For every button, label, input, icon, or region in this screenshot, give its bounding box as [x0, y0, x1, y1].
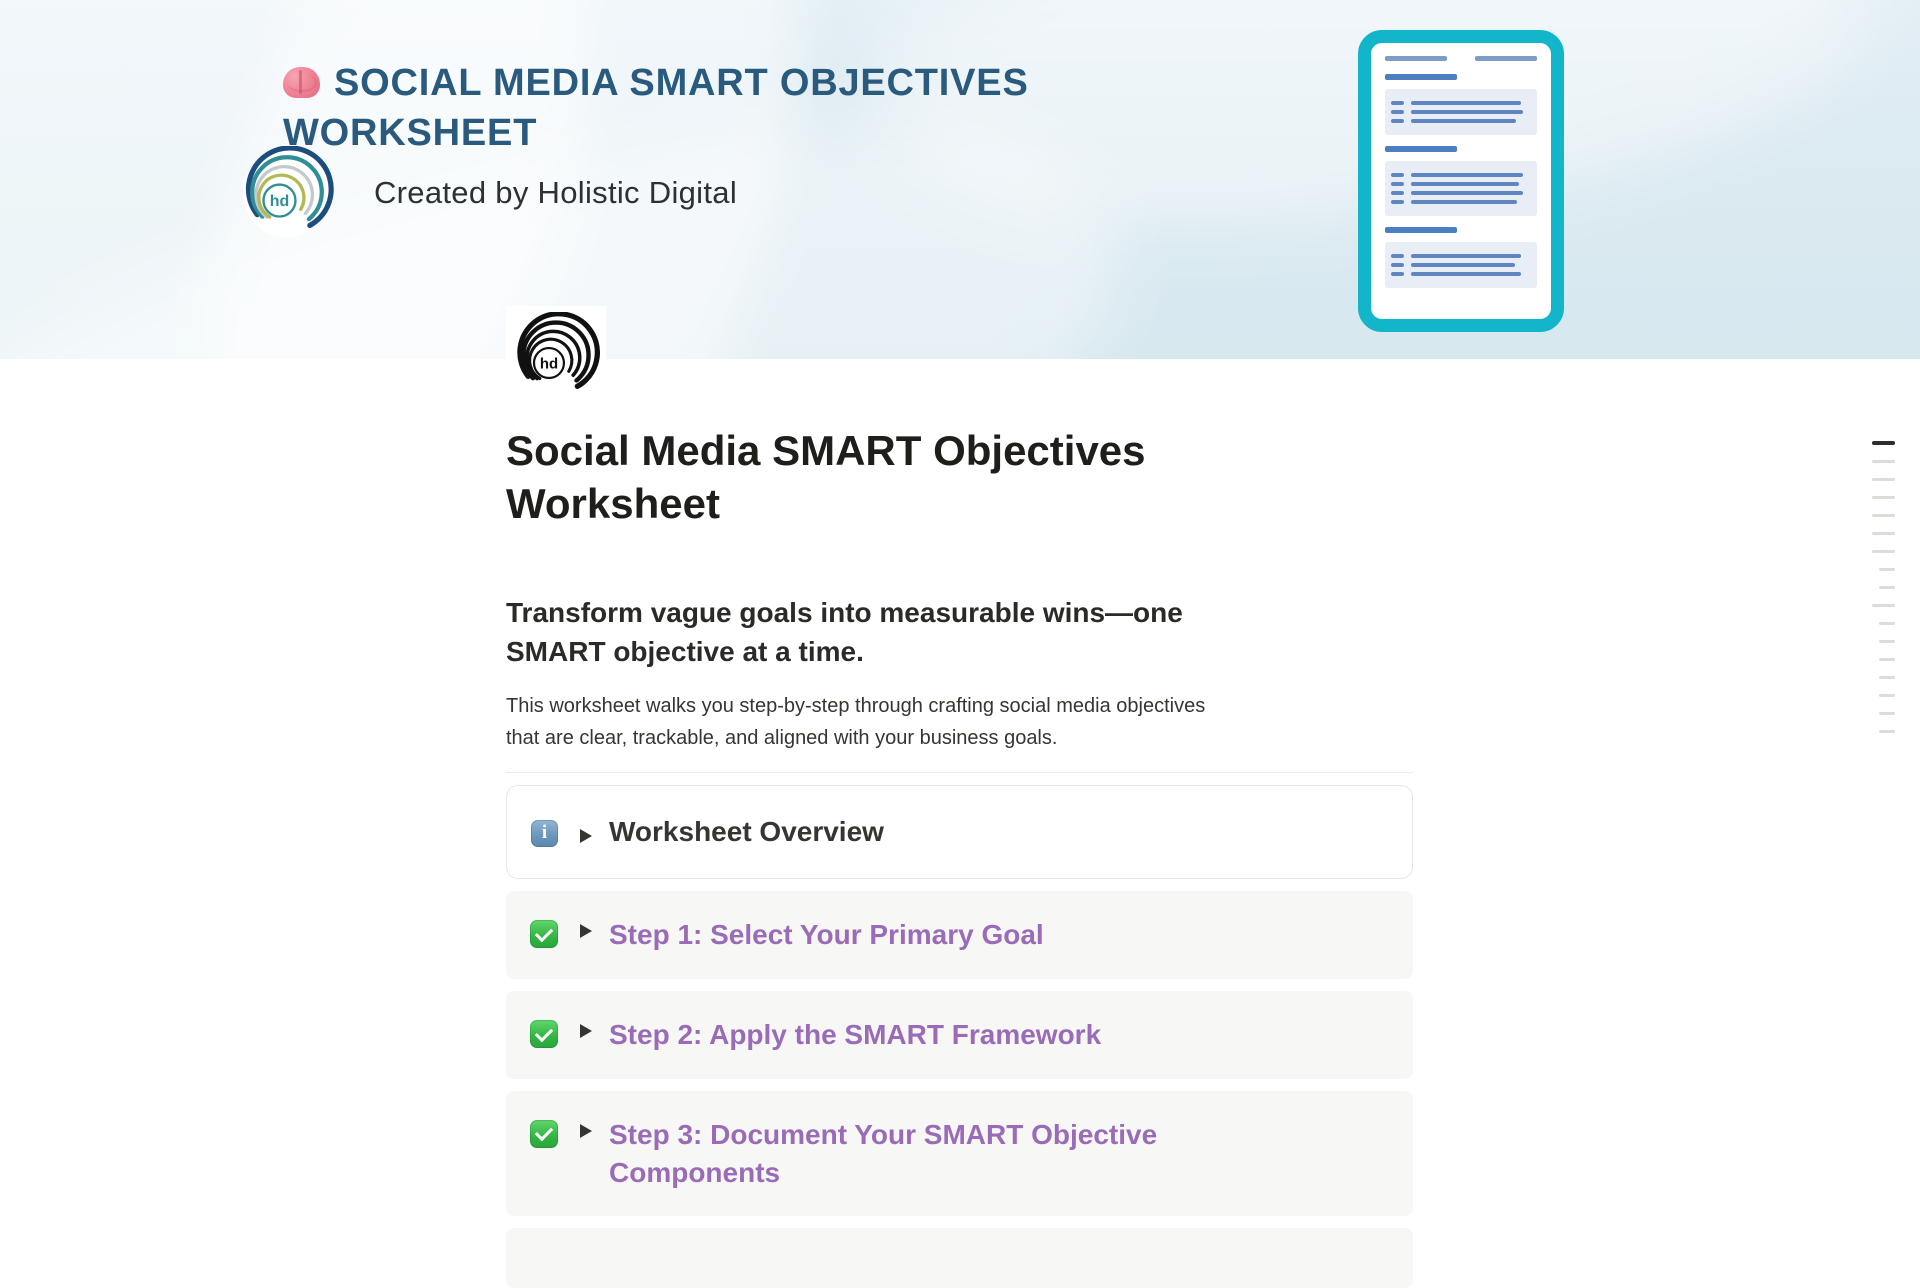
- outline-line[interactable]: [1872, 496, 1895, 499]
- brain-icon: [283, 67, 320, 98]
- step-label: Step 3: Document Your SMART Objective Components: [609, 1118, 1158, 1188]
- toggle-worksheet-overview[interactable]: [506, 785, 1413, 879]
- outline-line[interactable]: [1879, 622, 1895, 625]
- outline-line[interactable]: [1872, 550, 1895, 553]
- outline-line[interactable]: [1872, 532, 1895, 535]
- outline-line[interactable]: [1872, 441, 1895, 445]
- outline-line[interactable]: [1879, 676, 1895, 679]
- outline-line[interactable]: [1879, 730, 1895, 733]
- outline-line[interactable]: [1879, 586, 1895, 589]
- toggle-chevron-icon[interactable]: [580, 924, 592, 938]
- page-subtitle: Transform vague goals into measurable wins—one SMART objective at a time.: [506, 597, 1183, 667]
- outline-line[interactable]: [1879, 694, 1895, 697]
- toggle-step-4-partial[interactable]: [506, 1228, 1413, 1288]
- outline-line[interactable]: [1872, 478, 1895, 481]
- toggle-chevron-icon[interactable]: [580, 1124, 592, 1138]
- outline-line[interactable]: [1872, 604, 1895, 607]
- step-label: Step 2: Apply the SMART Framework: [609, 1019, 1102, 1051]
- outline-line[interactable]: [1879, 658, 1895, 661]
- toggle-chevron-icon[interactable]: [580, 829, 592, 843]
- page-body: [506, 359, 1413, 1288]
- page-description: This worksheet walks you step-by-step through crafting social media objectives that are clear, trackable, and aligned with your business goals.: [506, 695, 1206, 749]
- info-icon: i: [531, 820, 558, 847]
- cover-banner: [0, 0, 1920, 359]
- section-label: Worksheet Overview: [609, 816, 884, 848]
- outline-line[interactable]: [1879, 568, 1895, 571]
- outline-line[interactable]: [1879, 640, 1895, 643]
- toggle-step-3[interactable]: [506, 1091, 1413, 1217]
- step-label: Step 1: Select Your Primary Goal: [609, 919, 1044, 951]
- check-mark-icon: [530, 920, 558, 948]
- toggle-chevron-icon[interactable]: [580, 1024, 592, 1038]
- toggle-step-2[interactable]: [506, 991, 1413, 1079]
- divider: [506, 772, 1413, 773]
- outline-line[interactable]: [1879, 712, 1895, 715]
- banner-credit-text: Created by Holistic Digital: [374, 175, 738, 210]
- check-mark-icon: [530, 1120, 558, 1148]
- clipboard-illustration: [1358, 30, 1564, 332]
- svg-text:hd: hd: [539, 355, 559, 373]
- holistic-digital-logo: [240, 146, 334, 240]
- outline-line[interactable]: [1872, 514, 1895, 517]
- outline-indicator[interactable]: [1865, 441, 1895, 748]
- page-title: Social Media SMART Objectives Worksheet: [506, 427, 1146, 527]
- outline-line[interactable]: [1872, 460, 1895, 463]
- banner-credit-row: [240, 146, 737, 240]
- svg-text:hd: hd: [269, 193, 290, 211]
- toggle-step-1[interactable]: [506, 891, 1413, 979]
- banner-title: SOCIAL MEDIA SMART OBJECTIVES WORKSHEET: [283, 62, 1029, 155]
- check-mark-icon: [530, 1020, 558, 1048]
